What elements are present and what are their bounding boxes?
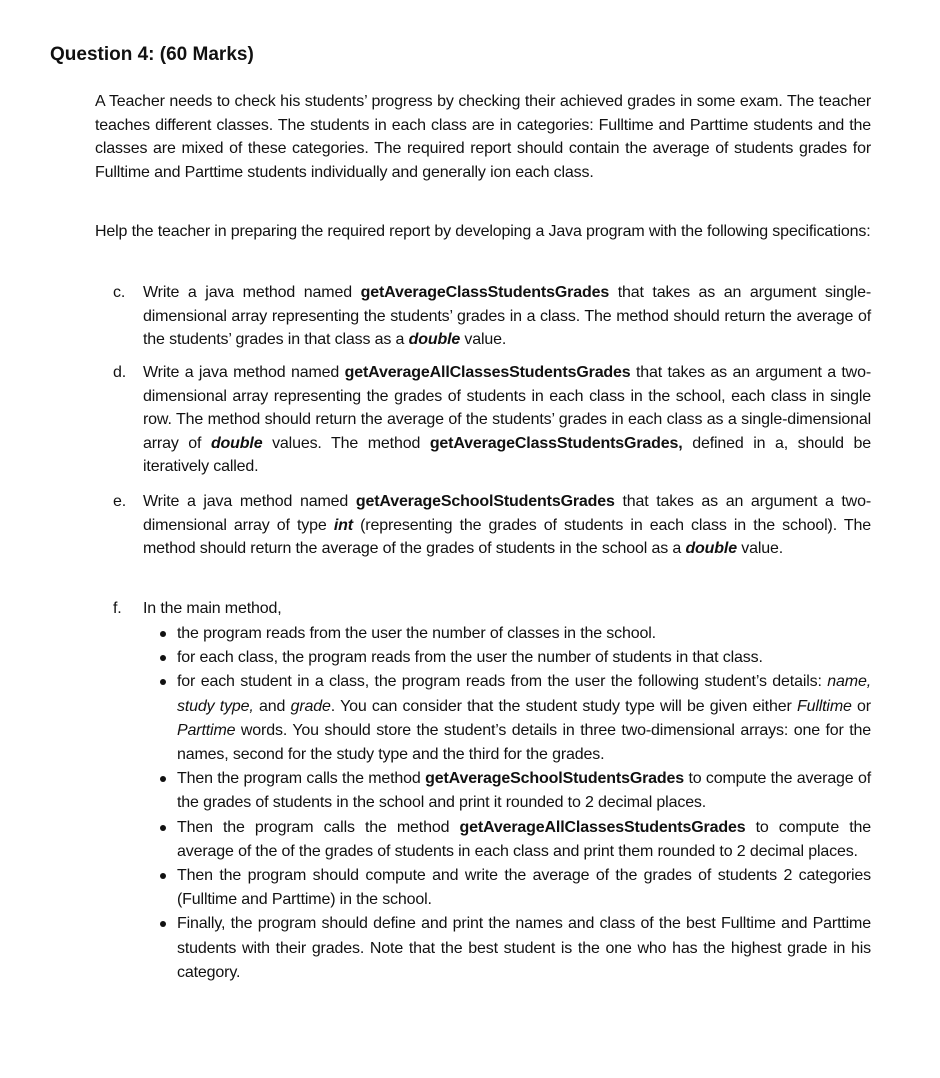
list-item-e xyxy=(113,490,871,561)
text-run: that takes as an argument a two-dimensional array representing the grades of students in each class in the school, each class in single row. The method should return the average of the students’ grades in each class as a single-dimensional array of xyxy=(143,364,872,452)
bullet-item xyxy=(160,864,871,912)
bold-term: getAverageAllClassesStudentsGrades xyxy=(459,818,746,836)
text-run: . You can consider that the student study type will be given either xyxy=(330,697,797,715)
text-run: for each student in a class, the program reads from the user the following student’s details: xyxy=(177,673,828,691)
text-run: Then the program calls the method xyxy=(177,818,460,836)
bold-term: getAverageAllClassesStudentsGrades xyxy=(344,364,631,381)
bold-term: getAverageClassStudentsGrades xyxy=(360,284,610,301)
text-run: (representing the grades of students in each class in the school). The method should return the average of the grades of students in the school as a xyxy=(143,516,871,558)
italic-term: Fulltime xyxy=(796,697,852,715)
item-label: e. xyxy=(113,493,127,510)
text-run: to compute the average of the of the grades of students in each class and print them rounded to 2 decimal places. xyxy=(177,818,871,860)
bold-term: double xyxy=(210,434,263,452)
text-run: Then the program calls the method xyxy=(177,770,426,788)
list-item-f xyxy=(113,597,871,621)
item-label: c. xyxy=(113,284,126,301)
item-text xyxy=(143,361,871,479)
text-run: value. xyxy=(736,540,784,558)
bullet-item xyxy=(160,622,871,646)
item-text xyxy=(143,597,871,621)
italic-term: name, study type, xyxy=(177,673,871,715)
text-run: Write a java method named xyxy=(143,364,345,381)
text-run: or xyxy=(851,697,871,715)
text-run: Help the teacher in preparing the required report by developing a Java program with the following specifications: xyxy=(95,223,871,240)
main-method-bullets xyxy=(160,622,871,985)
bullet-item xyxy=(160,767,871,815)
bold-term: int xyxy=(333,516,353,534)
intro-paragraph xyxy=(95,90,871,184)
text-run: Write a java method named xyxy=(143,493,356,510)
text-run: the program reads from the user the number of classes in the school. xyxy=(177,625,656,642)
text-run: Then the program should compute and write the average of the grades of students 2 categories (Fulltime and Parttime) in the school. xyxy=(177,867,871,909)
italic-term: Parttime xyxy=(177,721,236,739)
item-text xyxy=(143,490,871,561)
text-run: for each class, the program reads from the user the number of students in that class. xyxy=(177,649,763,667)
italic-term: grade xyxy=(290,697,331,715)
text-run: A Teacher needs to check his students’ progress by checking their achieved grades in some exam. The teacher teaches different classes. The students in each class are in categories: Fulltime and Parttime students and the classes are mixed of these categories. The required report should contain the average of students grades for Fulltime and Parttime students individually and generally ion each class. xyxy=(95,93,871,181)
text-run: In the main method, xyxy=(143,600,282,617)
bold-term: double xyxy=(685,540,737,558)
text-run: and xyxy=(253,697,291,715)
item-label: d. xyxy=(113,364,127,381)
text-run: words. You should store the student’s details in three two-dimensional arrays: one for the names, second for the study type and the third for the grades. xyxy=(177,721,871,764)
list-item-c xyxy=(113,281,871,352)
bold-term: getAverageSchoolStudentsGrades xyxy=(425,770,685,788)
text-run: value. xyxy=(460,331,507,349)
bullet-item xyxy=(160,912,871,985)
item-text xyxy=(143,281,871,352)
item-label: f. xyxy=(113,600,122,617)
list-item-d xyxy=(113,361,871,479)
bullet-item xyxy=(160,816,871,864)
text-run: values. The method xyxy=(262,434,430,452)
text-run: defined in a, should be iteratively called. xyxy=(143,434,871,476)
text-run: that takes as an argument a two-dimensional array of type xyxy=(143,493,872,534)
specifications-paragraph xyxy=(95,220,871,244)
text-run: Finally, the program should define and print the names and class of the best Fulltime and Parttime students with their grades. Note that the best student is the one who has the highest grade in his category. xyxy=(177,915,871,981)
text-run: Write a java method named xyxy=(143,284,361,301)
text-run: that takes as an argument single-dimensional array representing the students’ grades in a class. The method should return the average of the students’ grades in that class as a xyxy=(143,284,871,349)
text-run: to compute the average of the grades of students in the school and print it rounded to 2 decimal places. xyxy=(177,770,871,812)
bold-term: getAverageSchoolStudentsGrades xyxy=(355,493,615,510)
question-title: Question 4: (60 Marks) xyxy=(50,44,254,65)
bold-term: getAverageClassStudentsGrades, xyxy=(429,434,683,452)
bold-term: double xyxy=(408,331,461,349)
bullet-item xyxy=(160,670,871,767)
bullet-item xyxy=(160,646,871,670)
